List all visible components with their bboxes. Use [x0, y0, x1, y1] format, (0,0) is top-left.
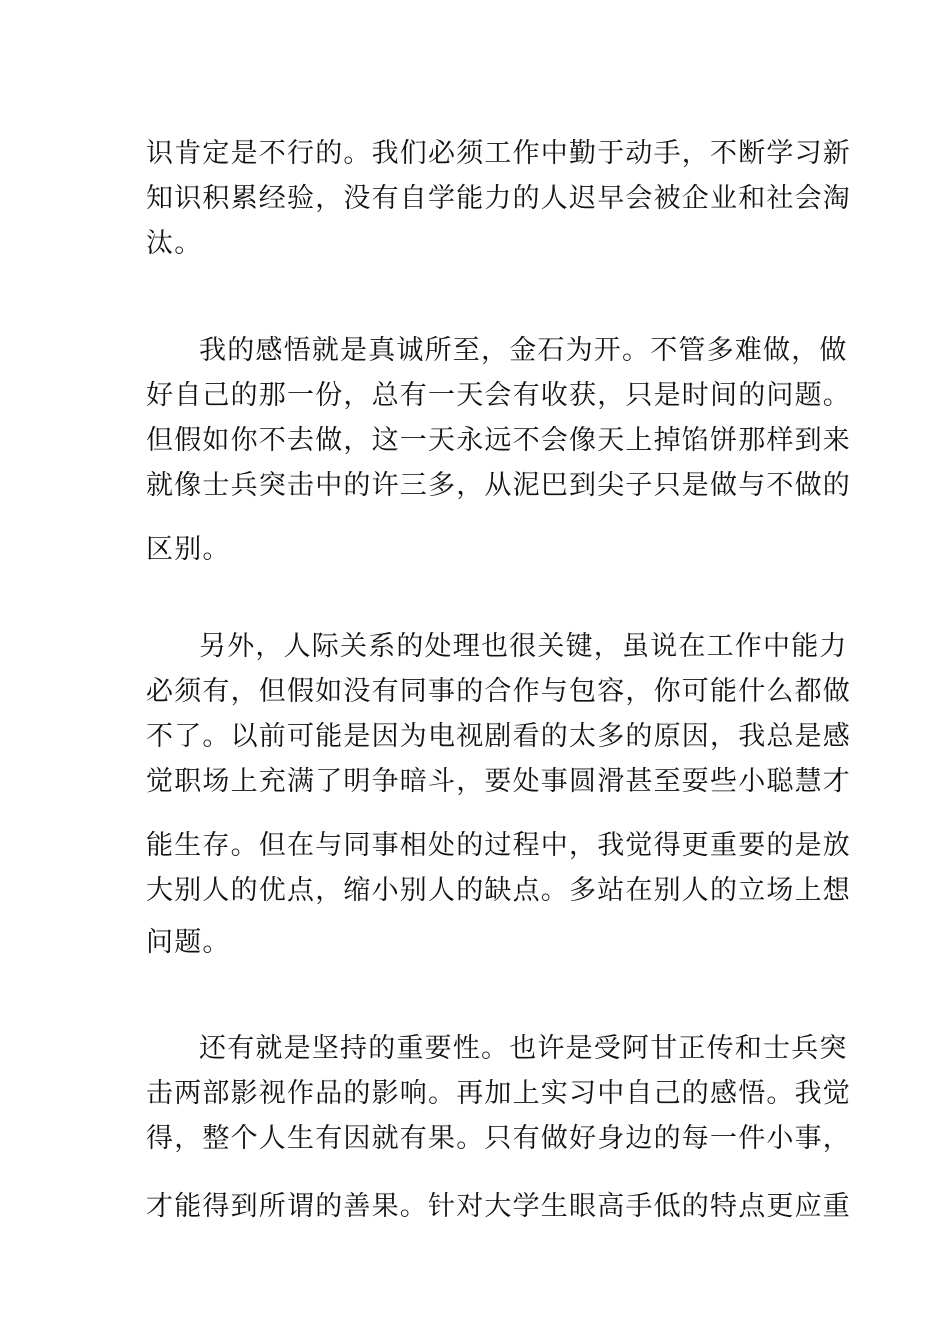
paragraph-3-line-4: 觉职场上充满了明争暗斗，要处事圆滑甚至耍些小聪慧才: [146, 766, 851, 797]
paragraph-4-line-4: 才能得到所谓的善果。针对大学生眼高手低的特点更应重: [146, 1191, 851, 1222]
paragraph-4-line-1: 还有就是坚持的重要性。也许是受阿甘正传和士兵突: [199, 1033, 848, 1064]
paragraph-3-line-2: 必须有，但假如没有同事的合作与包容，你可能什么都做: [146, 676, 851, 707]
paragraph-2-line-5: 区别。: [146, 534, 231, 565]
paragraph-1-line-1: 识肯定是不行的。我们必须工作中勤于动手，不断学习新: [146, 138, 851, 169]
paragraph-3-line-7: 问题。: [146, 927, 231, 958]
paragraph-3-line-5: 能生存。但在与同事相处的过程中，我觉得更重要的是放: [146, 830, 851, 861]
paragraph-2-line-1: 我的感悟就是真诚所至，金石为开。不管多难做，做: [199, 335, 848, 366]
paragraph-2-line-2: 好自己的那一份，总有一天会有收获，只是时间的问题。: [146, 380, 851, 411]
paragraph-3-line-1: 另外，人际关系的处理也很关键，虽说在工作中能力: [199, 631, 848, 662]
paragraph-3-line-3: 不了。以前可能是因为电视剧看的太多的原因，我总是感: [146, 721, 851, 752]
paragraph-3-line-6: 大别人的优点，缩小别人的缺点。多站在别人的立场上想: [146, 875, 851, 906]
paragraph-1-line-3: 汰。: [146, 228, 203, 259]
paragraph-1-line-2: 知识积累经验，没有自学能力的人迟早会被企业和社会淘: [146, 183, 851, 214]
paragraph-2-line-3: 但假如你不去做，这一天永远不会像天上掉馅饼那样到来: [146, 425, 851, 456]
paragraph-4-line-2: 击两部影视作品的影响。再加上实习中自己的感悟。我觉: [146, 1078, 851, 1109]
paragraph-2-line-4: 就像士兵突击中的许三多，从泥巴到尖子只是做与不做的: [146, 470, 851, 501]
paragraph-4-line-3: 得，整个人生有因就有果。只有做好身边的每一件小事，: [146, 1123, 851, 1154]
